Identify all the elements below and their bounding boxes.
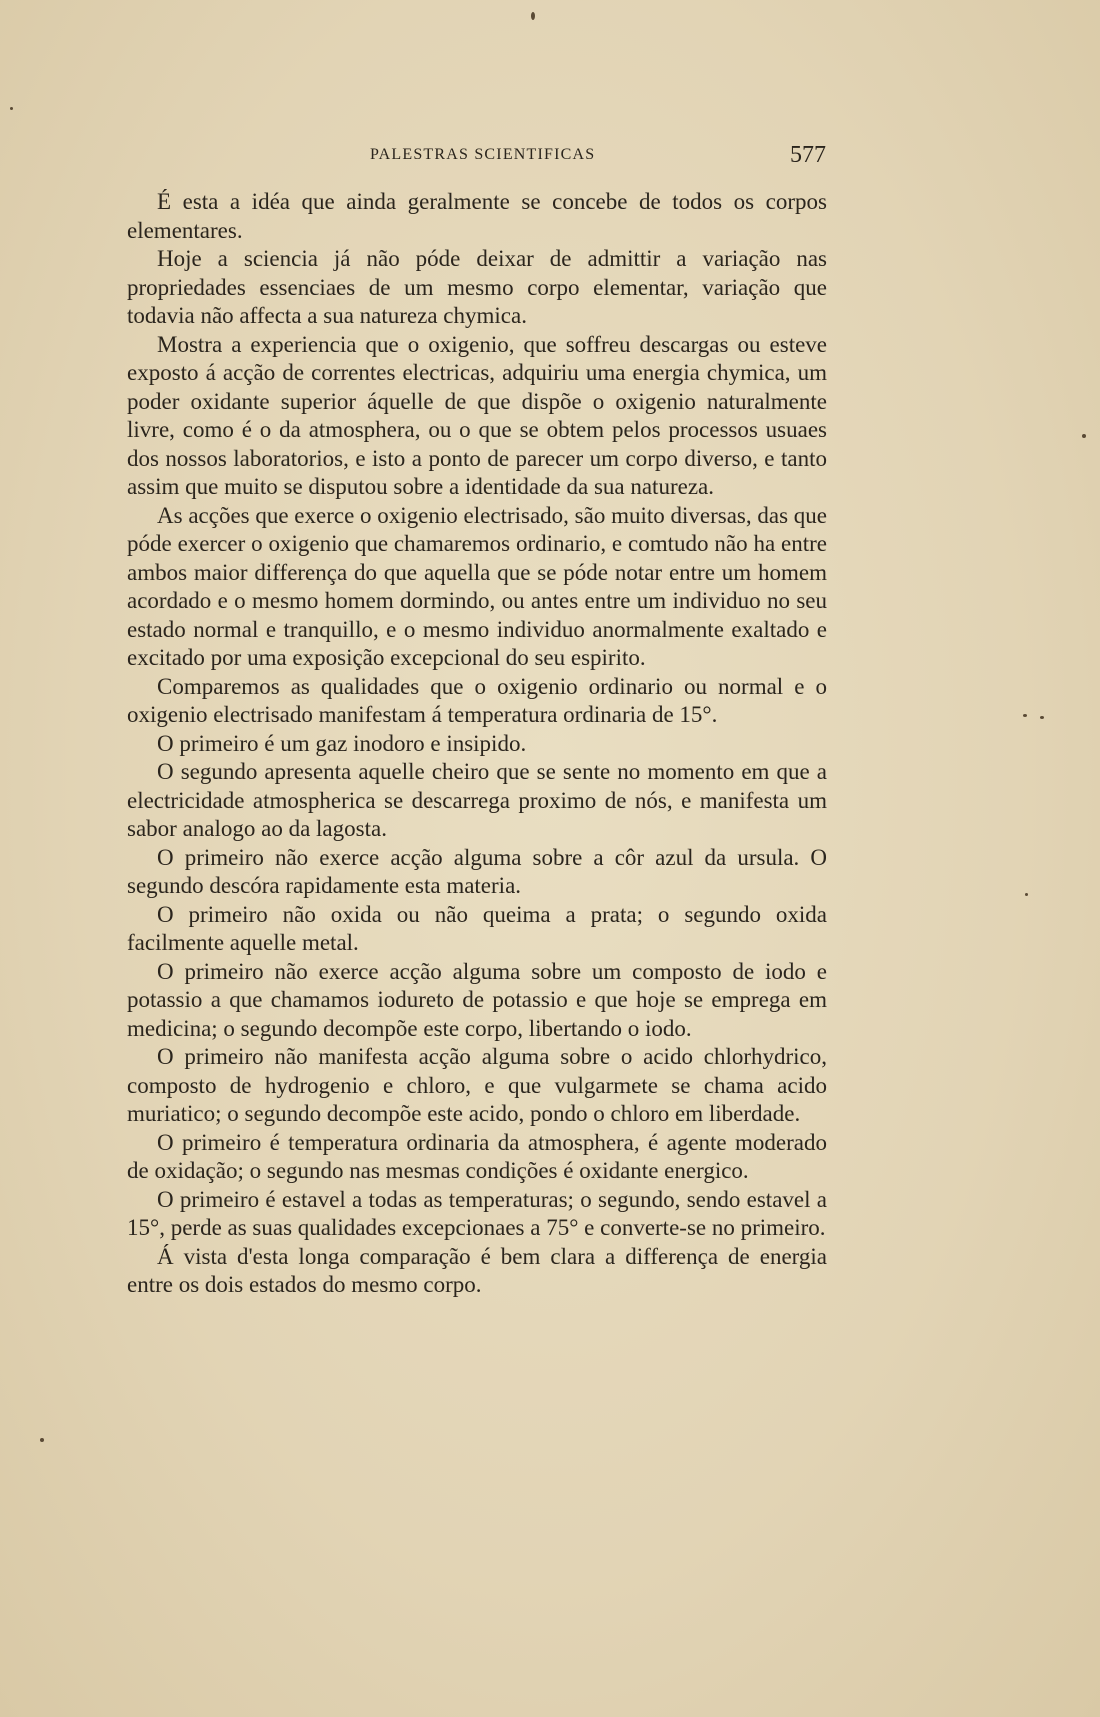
paper-speck (1023, 714, 1027, 717)
paper-speck (40, 1438, 44, 1442)
running-title: PALESTRAS SCIENTIFICAS (370, 146, 596, 163)
paragraph: Mostra a experiencia que o oxigenio, que soffreu descargas ou esteve exposto á acção de correntes electricas, adquiriu uma energia chymica, um poder oxidante superior áquelle de que dispõe o oxigenio naturalmente livre, como é o da atmosphera, ou o que se obtem pelos processos usuaes dos nossos laboratorios, e isto a ponto de parecer um corpo diverso, e tanto assim que muito se disputou sobre a identidade da sua natureza. (127, 331, 827, 499)
paragraph: Á vista d'esta longa comparação é bem clara a differença de energia entre os dois estados do mesmo corpo. (127, 1243, 827, 1297)
paragraph: O primeiro não manifesta acção alguma sobre o acido chlorhydrico, composto de hydrogenio e chloro, e que vulgarmete se chama acido muriatico; o segundo decompõe este acido, pondo o chloro em liberdade. (127, 1044, 827, 1126)
paper-speck (10, 107, 13, 110)
paper-speck (1040, 716, 1044, 719)
body-text (127, 188, 827, 1300)
paragraph: O segundo apresenta aquelle cheiro que se sente no momento em que a electricidade atmospherica se descarrega proximo de nós, e manifesta um sabor analogo ao da lagosta. (127, 759, 827, 841)
paragraph: O primeiro não oxida ou não queima a prata; o segundo oxida facilmente aquelle metal. (127, 901, 827, 955)
paragraph: O primeiro não exerce acção alguma sobre um composto de iodo e potassio a que chamamos iodureto de potassio e que hoje se emprega em medicina; o segundo decompõe este corpo, libertando o iodo. (127, 958, 827, 1041)
paragraph: As acções que exerce o oxigenio electrisado, são muito diversas, das que póde exercer o oxigenio que chamaremos ordinario, e comtudo não ha entre ambos maior differença do que aquella que se póde notar entre um homem acordado e o mesmo homem dormindo, ou antes entre um individuo no seu estado normal e tranquillo, e o mesmo individuo anormalmente exaltado e excitado por uma exposição excepcional do seu espirito. (127, 502, 827, 670)
paragraph: É esta a idéa que ainda geralmente se concebe de todos os corpos elementares. (127, 189, 827, 243)
page-number: 577 (790, 142, 826, 168)
paragraph: O primeiro é estavel a todas as temperaturas; o segundo, sendo estavel a 15°, perde as suas qualidades excepcionaes a 75° e converte-se no primeiro. (127, 1186, 827, 1240)
paper-speck (531, 12, 535, 20)
paragraph: O primeiro é temperatura ordinaria da atmosphera, é agente moderado de oxidação; o segundo nas mesmas condições é oxidante energico. (127, 1129, 827, 1183)
running-header (120, 142, 826, 172)
paragraph: O primeiro é um gaz inodoro e insipido. (157, 730, 527, 756)
paragraph: Hoje a sciencia já não póde deixar de admittir a variação nas propriedades essenciaes de um mesmo corpo elementar, variação que todavia não affecta a sua natureza chymica. (127, 246, 827, 328)
paper-speck (1025, 893, 1028, 896)
paragraph: O primeiro não exerce acção alguma sobre a côr azul da ursula. O segundo descóra rapidamente esta materia. (127, 844, 827, 898)
paragraph: Comparemos as qualidades que o oxigenio ordinario ou normal e o oxigenio electrisado manifestam á temperatura ordinaria de 15°. (127, 673, 827, 727)
paper-speck (1082, 434, 1086, 438)
